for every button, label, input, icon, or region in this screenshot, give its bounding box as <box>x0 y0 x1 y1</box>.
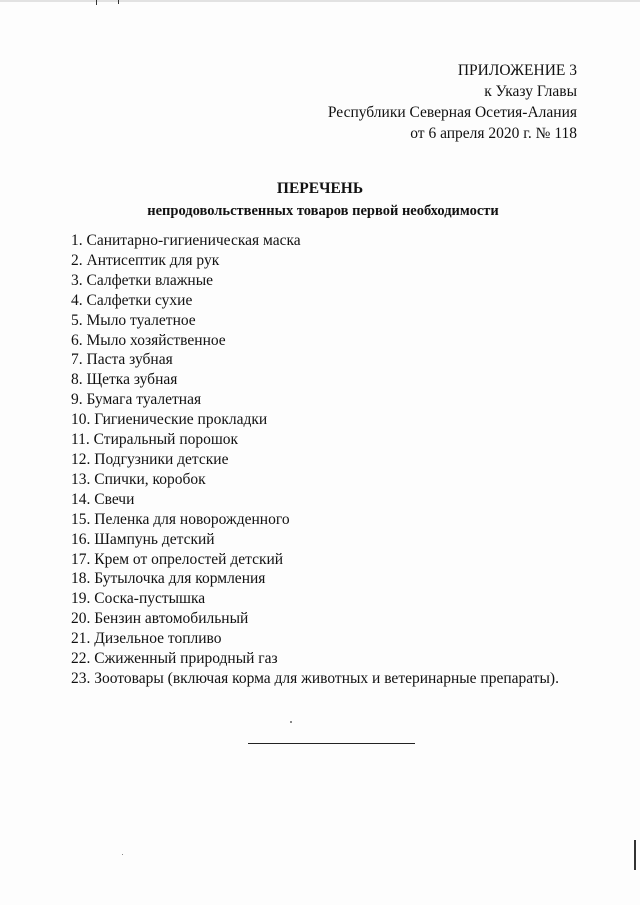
list-item: 2. Антисептик для рук <box>71 251 220 269</box>
separator-line <box>248 743 415 744</box>
scan-mark <box>634 840 636 870</box>
appendix-label: ПРИЛОЖЕНИЕ 3 <box>457 62 577 79</box>
list-item: 1. Санитарно-гигиеническая маска <box>71 232 301 249</box>
list-item: 11. Стиральный порошок <box>71 431 239 449</box>
document-subtitle: непродовольственных товаров первой необходимости <box>147 203 499 219</box>
list-item: 9. Бумага туалетная <box>71 391 202 409</box>
list-item: 6. Мыло хозяйственное <box>71 331 226 349</box>
list-item: 19. Соска-пустышка <box>71 590 206 608</box>
list-item: 20. Бензин автомобильный <box>71 610 249 628</box>
document-title: ПЕРЕЧЕНЬ <box>276 180 364 197</box>
scan-speck <box>122 854 123 855</box>
scan-mark <box>96 0 97 5</box>
list-item: 8. Щетка зубная <box>71 371 178 389</box>
date-number-label: от 6 апреля 2020 г. № 118 <box>410 125 577 142</box>
list-item: 12. Подгузники детские <box>71 450 229 468</box>
list-item: 17. Крем от опрелостей детский <box>71 550 284 568</box>
list-item: 15. Пеленка для новорожденного <box>71 510 290 528</box>
republic-label: Республики Северная Осетия-Алания <box>327 104 577 121</box>
list-item: 5. Мыло туалетное <box>71 311 196 329</box>
list-item: 7. Паста зубная <box>71 351 173 369</box>
scan-mark <box>118 0 119 4</box>
list-item: 3. Салфетки влажные <box>71 271 214 289</box>
list-item: 18. Бутылочка для кормления <box>71 570 266 588</box>
list-item: 21. Дизельное топливо <box>71 630 222 648</box>
appendix-header <box>328 60 577 144</box>
list-item: 22. Сжиженный природный газ <box>71 650 278 668</box>
list-item: 10. Гигиенические прокладки <box>71 411 268 429</box>
list-item: 4. Салфетки сухие <box>71 291 193 309</box>
list-item: 16. Шампунь детский <box>71 530 215 548</box>
list-item: 23. Зоотовары (включая корма для животных и ветеринарные препараты). <box>71 669 559 687</box>
list-item: 13. Спички, коробок <box>71 470 206 488</box>
list-item: 14. Свечи <box>71 490 135 508</box>
decree-label: к Указу Главы <box>484 83 577 100</box>
goods-list <box>71 231 559 689</box>
scan-speck <box>290 721 292 723</box>
